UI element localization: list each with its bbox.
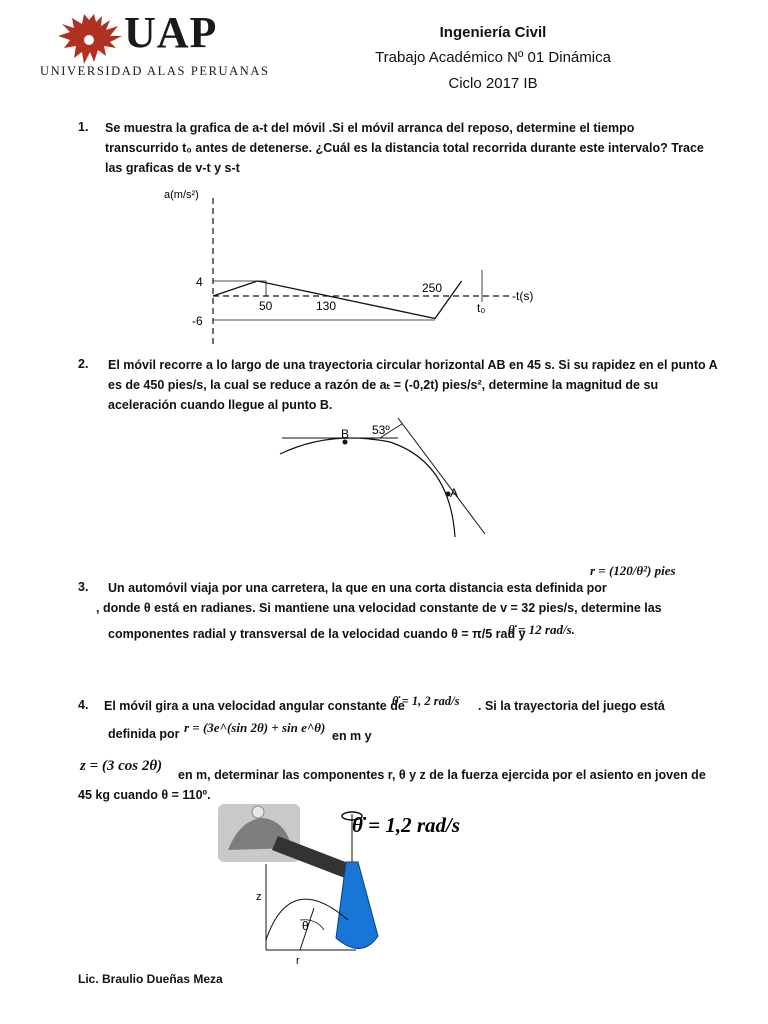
header-line-3: Ciclo 2017 IB — [448, 75, 538, 92]
x-tick-t0: t₀ — [477, 301, 486, 315]
logo-brand: UAP — [124, 8, 218, 57]
q3-text-3: componentes radial y transversal de la velocidad cuando θ = π/5 rad y — [108, 627, 526, 641]
q2-text-1: El móvil recorre a lo largo de una trayectoria circular horizontal AB en 45 s. Si su rapidez en el punto A — [108, 358, 718, 372]
fig-z-label: z — [256, 891, 262, 903]
q3-number: 3. — [78, 580, 89, 594]
q3-formula-theta: θ̇ = 12 rad/s. — [508, 622, 575, 637]
x-axis-label: -t(s) — [512, 289, 534, 303]
header-line-1: Ingeniería Civil — [439, 24, 547, 41]
q4-text-4: 45 kg cuando θ = 110º. — [78, 788, 211, 802]
circular-arc — [280, 438, 455, 537]
uap-logo — [40, 8, 270, 80]
tangent-line-a — [398, 418, 485, 534]
x-tick-130: 130 — [316, 299, 337, 313]
y-axis-label: a(m/s²) — [164, 189, 199, 201]
q3-text-2: , donde θ está en radianes. Si mantiene una velocidad constante de v = 32 pies/s, determine las — [96, 601, 662, 615]
q1-text-3: las graficas de v-t y s-t — [105, 161, 240, 175]
fig-theta-label: θ — [302, 919, 309, 933]
label-b: B — [341, 427, 350, 441]
q4-formula-omega: θ̇ = 1, 2 rad/s — [392, 694, 460, 708]
q4-text-2b: en m y — [332, 729, 372, 743]
q1-number: 1. — [78, 120, 89, 134]
q4-text-1: El móvil gira a una velocidad angular constante de — [104, 699, 405, 713]
q1-text-1: Se muestra la grafica de a-t del móvil .Si el móvil arranca del reposo, determine el tiempo — [105, 121, 635, 135]
label-a: A — [450, 486, 459, 500]
y-tick-4: 4 — [196, 275, 203, 289]
header-line-2: Trabajo Académico Nº 01 Dinámica — [375, 49, 611, 66]
x-tick-50: 50 — [259, 299, 273, 313]
footer-author: Lic. Braulio Dueñas Meza — [78, 972, 223, 986]
y-tick-neg6: -6 — [192, 314, 203, 328]
q3-formula-r: r = (120/θ²) pies — [590, 563, 676, 578]
q2-text-2: es de 450 pies/s, la cual se reduce a razón de aₜ = (-0,2t) pies/s², determine la magnitud de su — [108, 378, 659, 392]
q4-formula-r: r = (3e^(sin 2θ) + sin e^θ) — [184, 720, 326, 735]
x-tick-250: 250 — [422, 281, 443, 295]
q3-text-1: Un automóvil viaja por una carretera, la que en una corta distancia esta definida por — [108, 581, 607, 595]
eagle-emblem-icon — [54, 12, 124, 70]
q4-number: 4. — [78, 698, 89, 712]
label-angle: 53º — [372, 423, 390, 437]
logo-university: UNIVERSIDAD ALAS PERUANAS — [40, 64, 270, 78]
q4-text-3: en m, determinar las componentes r, θ y z de la fuerza ejercida por el asiento en joven de — [178, 768, 706, 782]
q4-text-2: definida por — [108, 727, 180, 741]
q1-at-chart — [0, 180, 768, 350]
q4-ride-figure — [0, 800, 768, 970]
q4-text-1b: . Si la trayectoria del juego está — [478, 699, 665, 713]
fig-omega-label: θ̇ = 1,2 rad/s — [352, 813, 461, 837]
q2-circular-path-figure — [0, 412, 768, 542]
q2-text-3: aceleración cuando llegue al punto B. — [108, 398, 333, 412]
fig-r-label: r — [296, 955, 300, 967]
q1-text-2: transcurrido t₀ antes de detenerse. ¿Cuál es la distancia total recorrida durante este intervalo? Trace — [105, 141, 704, 155]
q2-number: 2. — [78, 357, 89, 371]
q4-formula-z: z = (3 cos 2θ) — [80, 758, 163, 774]
